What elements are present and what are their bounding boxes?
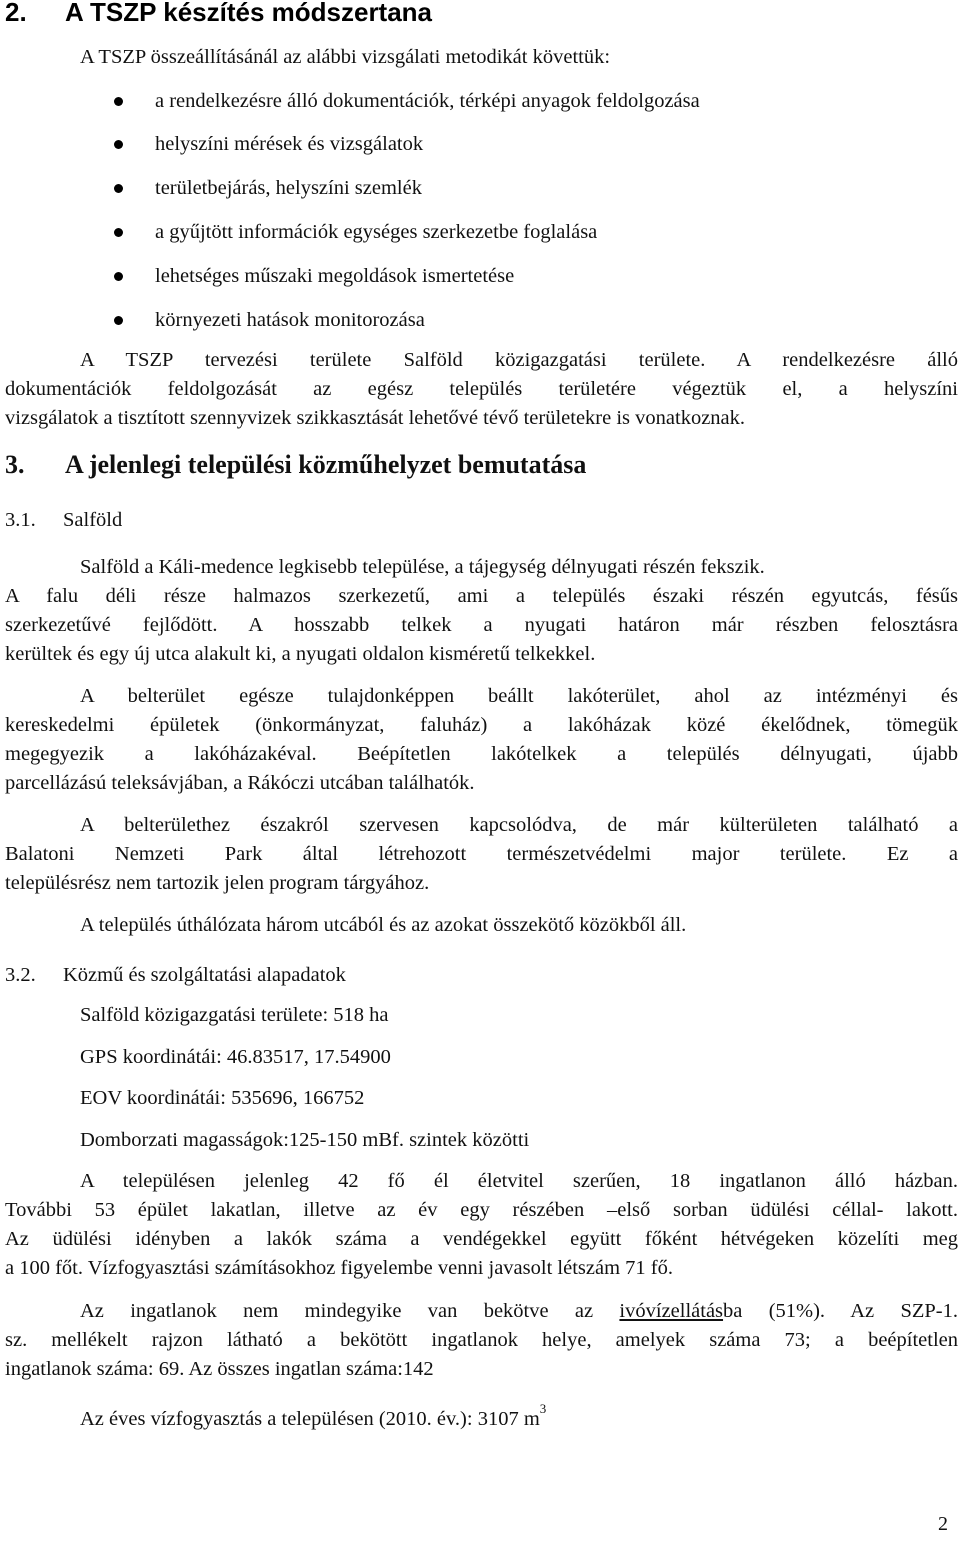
paragraph-line: További 53 épület lakatlan, illetve az év egy részében –első sorban üdülési céllal- lakott. <box>5 1199 958 1221</box>
bullet-icon <box>114 228 123 237</box>
paragraph-line: sz. mellékelt rajzon látható a bekötött ingatlanok helye, amelyek száma 73; a beépítetlen <box>5 1329 958 1351</box>
section-number: 3.2. <box>5 964 36 986</box>
section-title: A TSZP készítés módszertana <box>65 0 433 27</box>
paragraph-line: kereskedelmi épületek (önkormányzat, faluház) a lakóházak közé ékelődnek, tömegük <box>5 714 958 736</box>
paragraph-line: parcellázású teleksávjában, a Rákóczi utcában találhatók. <box>5 772 475 794</box>
section-title: Közmű és szolgáltatási alapadatok <box>63 964 346 986</box>
paragraph-line: kerültek és egy új utca alakult ki, a nyugati oldalon kisméretű telkekkel. <box>5 643 596 665</box>
bullet-icon <box>114 272 123 281</box>
subsection-heading-3-1 <box>5 509 122 532</box>
bullet-icon <box>114 316 123 325</box>
paragraph-line: A település úthálózata három utcából és az azokat összekötő közökből áll. <box>80 914 687 936</box>
intro-text: A TSZP összeállításánál az alábbi vizsgálati metodikát követtük: <box>80 46 611 68</box>
paragraph-line: A belterülethez északról szervesen kapcsolódva, de már külterületen található a <box>80 814 958 836</box>
section-heading-3 <box>5 450 586 480</box>
paragraph-line: ingatlanok száma: 69. Az összes ingatlan száma:142 <box>5 1358 434 1380</box>
section-title: A jelenlegi települési közműhelyzet bemutatása <box>65 450 587 479</box>
paragraph-line: dokumentációk feldolgozását az egész település területére végeztük el, a helyszíni <box>5 378 958 400</box>
fact-eov: EOV koordinátái: 535696, 166752 <box>80 1087 365 1109</box>
underlined-term: ivóvízellátás <box>619 1300 724 1322</box>
paragraph-line: Az üdülési idényben a lakók száma a vendégekkel együtt főként hétvégeken közelíti meg <box>5 1228 958 1250</box>
section-number: 2. <box>5 0 27 27</box>
page-number: 2 <box>938 1513 948 1535</box>
paragraph-line: megegyezik a lakóházakéval. Beépítetlen lakótelkek a település délnyugati, újabb <box>5 743 958 765</box>
paragraph-line: A falu déli része halmazos szerkezetű, ami a település északi részén egyutcás, fésűs <box>5 585 958 607</box>
subsection-heading-3-2 <box>5 964 346 987</box>
section-number: 3. <box>5 450 25 479</box>
fact-area: Salföld közigazgatási területe: 518 ha <box>80 1004 389 1026</box>
bullet-icon <box>114 97 123 106</box>
paragraph-line: A településen jelenleg 42 fő él életvitel szerűen, 18 ingatlanon álló házban. <box>80 1170 958 1192</box>
bullet-icon <box>114 184 123 193</box>
annual-consumption: Az éves vízfogyasztás a településen (2010. év.): 3107 $m^3$ <box>80 1401 547 1430</box>
section-number: 3.1. <box>5 509 36 531</box>
paragraph-line: A TSZP tervezési területe Salföld közigazgatási területe. A rendelkezésre álló <box>80 349 958 371</box>
document-page: 2. A TSZP készítés módszertana A TSZP összeállításánál az alábbi vizsgálati metodikát követtük: a rendelkezésre álló dokumentációk, térképi anyagok feldolgozása helyszíni mérések és vizsgálatok területbejárás, helyszíni szemlék a gyűjtött információk egységes szerkezetbe foglalása lehetséges műszaki megoldások ismertetése környezeti hatások monitorozása A TSZP tervezési területe Salföld közigazgatási területe. A rendelkezésre álló dokumentációk feldolgozását az egész település területére végeztük el, a helyszíni vizsgálatok a tisztított szennyvizek szikkasztását lehetővé tévő területekre is vonatkoznak. 3. A jelenlegi települési közműhelyzet bemutatása 3.1. Salföld Salföld a Káli-medence legkisebb települése, a tájegység délnyugati részén fekszik. A falu déli része halmazos szerkezetű, ami a település északi részén egyutcás, fésűs szerkezetűvé fejlődött. A hosszabb telkek a nyugati határon már részben felosztásra kerültek és egy új utca alakult ki, a nyugati oldalon kisméretű telkekkel. A belterület egésze tulajdonképpen beállt lakóterület, ahol az intézményi és kereskedelmi épületek (önkormányzat, faluház) a lakóházak közé ékelődnek, tömegük megegyezik a lakóházakéval. Beépítetlen lakótelkek a település délnyugati, újabb parcellázású teleksávjában, a Rákóczi utcában találhatók. A belterülethez északról szervesen kapcsolódva, de már külterületen található a Balatoni Nemzeti Park által létrehozott természetvédelmi major területe. Ez a településrész nem tartozik jelen program tárgyához. A település úthálózata három utcából és az azokat összekötő közökből áll. 3.2. Közmű és szolgáltatási alapadatok Salföld közigazgatási területe: 518 ha GPS koordinátái: 46.83517, 17.54900 EOV koordinátái: 535696, 166752 Domborzati magasságok:125-150 mBf. szintek közötti A településen jelenleg 42 fő él életvitel szerűen, 18 ingatlanon álló házban. További 53 épület lakatlan, illetve az év egy részében –első sorban üdülési céllal- lakott. Az üdülési idényben a lakók száma a vendégekkel együtt főként hétvégeken közelíti meg a 100 főt. Vízfogyasztási számításokhoz figyelembe venni javasolt létszám 71 fő. Az ingatlanok nem mindegyike van bekötve az ivóvízellátásba (51%). Az SZP-1. sz. mellékelt rajzon látható a bekötött ingatlanok helye, amelyek száma 73; a beépítetlen ingatlanok száma: 69. Az összes ingatlan száma:142 Az éves vízfogyasztás a településen (2010. év.): 3107 $m^3$ 2 <box>0 0 960 1543</box>
fact-gps: GPS koordinátái: 46.83517, 17.54900 <box>80 1046 391 1068</box>
bullet-icon <box>114 140 123 149</box>
paragraph-line: településrész nem tartozik jelen program tárgyához. <box>5 872 430 894</box>
paragraph-line: Balatoni Nemzeti Park által létrehozott természetvédelmi major területe. Ez a <box>5 843 958 865</box>
fact-elevation: Domborzati magasságok:125-150 mBf. szintek közötti <box>80 1129 530 1151</box>
section-title: Salföld <box>63 509 123 531</box>
paragraph-line: a 100 főt. Vízfogyasztási számításokhoz figyelembe venni javasolt létszám 71 fő. <box>5 1257 673 1279</box>
paragraph-line: vizsgálatok a tisztított szennyvizek szikkasztását lehetővé tévő területekre is vonatkoznak. <box>5 407 746 429</box>
paragraph-line: A belterület egésze tulajdonképpen beállt lakóterület, ahol az intézményi és <box>80 685 958 707</box>
paragraph-line: Az ingatlanok nem mindegyike van bekötve az ivóvízellátásba (51%). Az SZP-1. <box>80 1300 958 1322</box>
paragraph-line: Salföld a Káli-medence legkisebb települése, a tájegység délnyugati részén fekszik. <box>80 556 765 578</box>
section-heading-2 <box>5 0 432 28</box>
paragraph-line: szerkezetűvé fejlődött. A hosszabb telkek a nyugati határon már részben felosztásra <box>5 614 958 636</box>
